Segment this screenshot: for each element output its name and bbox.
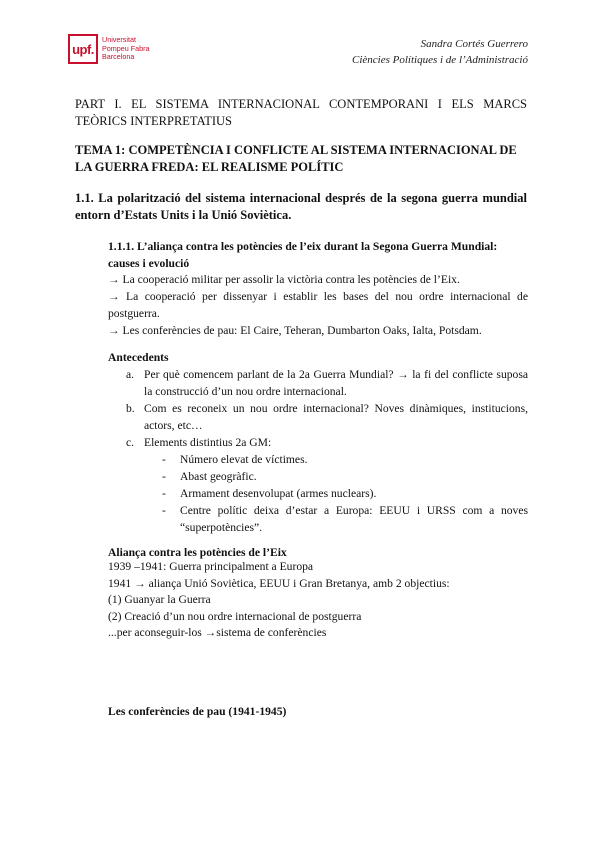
antecedents-list	[108, 366, 528, 536]
alianca-line: 1939 –1941: Guerra principalment a Europa	[108, 560, 314, 573]
logo-line: Universitat	[102, 35, 136, 45]
university-logo	[68, 34, 150, 64]
sub-list-item	[108, 502, 528, 536]
conferencies-heading: Les conferències de pau (1941-1945)	[108, 705, 287, 718]
arrow-point: → La cooperació militar per assolir la victòria contra les potències de l’Eix.	[108, 273, 460, 286]
alianca-line: (2) Creació d’un nou ordre internacional de postguerra	[108, 609, 362, 623]
alianca-line: 1941 → aliança Unió Soviètica, EEUU i Gran Bretanya, amb 2 objectius:	[108, 576, 450, 590]
section-1-1-1-heading: 1.1.1. L’aliança contra les potències de l’eix durant la Segona Guerra Mundial: causes i evolució	[108, 240, 498, 270]
alianca-lines	[108, 559, 528, 642]
author-name: Sandra Cortés Guerrero	[420, 38, 528, 50]
list-item	[108, 400, 528, 434]
logo-text	[102, 36, 150, 61]
section-1-1-heading: 1.1. La polarització del sistema internacional després de la segona guerra mundial entorn d’Estats Units i la Unió Soviètica.	[75, 191, 527, 222]
part-title: PART I. EL SISTEMA INTERNACIONAL CONTEMPORANI I ELS MARCS TEÒRICS INTERPRETATIUS	[75, 97, 527, 128]
logo-line: Barcelona	[102, 52, 135, 62]
header-author	[352, 36, 528, 68]
list-item	[108, 434, 528, 451]
list-marker: b.	[126, 402, 135, 415]
arrow-point: → Les conferències de pau: El Caire, Teheran, Dumbarton Oaks, Ialta, Potsdam.	[108, 324, 482, 337]
upf-logo-mark: upf.	[68, 34, 98, 64]
sub-item-text: Armament desenvolupat (armes nuclears).	[180, 487, 377, 500]
dash-marker: -	[162, 504, 166, 517]
sub-item-text: Abast geogràfic.	[180, 470, 257, 483]
sub-item-text: Centre polític deixa d’estar a Europa: EEUU i URSS com a noves “superpotències”.	[180, 504, 528, 534]
alianca-line: (1) Guanyar la Guerra	[108, 593, 211, 606]
list-item-text: Per què comencem parlant de la 2a Guerra Mundial? → la fi del conflicte suposa la construcció d’un nou ordre internacional.	[144, 368, 528, 398]
course-name: Ciències Polítiques i de l’Administració	[352, 54, 528, 66]
logo-line: Pompeu Fabra	[102, 43, 150, 53]
list-item-text: Elements distintius 2a GM:	[144, 436, 272, 449]
list-marker: c.	[126, 436, 135, 449]
sub-list-item	[108, 468, 528, 485]
arrow-point: → La cooperació per dissenyar i establir les bases del nou ordre internacional de postguerra.	[108, 290, 528, 320]
alianca-line: ...per aconseguir-los →sistema de conferències	[108, 626, 327, 639]
alianca-heading: Aliança contra les potències de l’Eix	[108, 546, 287, 559]
sub-item-text: Número elevat de víctimes.	[180, 453, 308, 466]
arrow-points	[108, 271, 528, 339]
dash-marker: -	[162, 470, 166, 483]
list-item-text: Com es reconeix un nou ordre internacional? Noves dinàmiques, institucions, actors, etc…	[144, 402, 528, 432]
list-marker: a.	[126, 368, 135, 381]
sub-list-item	[108, 485, 528, 502]
tema-title: TEMA 1: COMPETÈNCIA I CONFLICTE AL SISTEMA INTERNACIONAL DE LA GUERRA FREDA: EL REALISME POLÍTIC	[75, 143, 517, 174]
dash-marker: -	[162, 487, 166, 500]
dash-marker: -	[162, 453, 166, 466]
antecedents-heading: Antecedents	[108, 351, 169, 364]
list-item	[108, 366, 528, 400]
sub-list-item	[108, 451, 528, 468]
